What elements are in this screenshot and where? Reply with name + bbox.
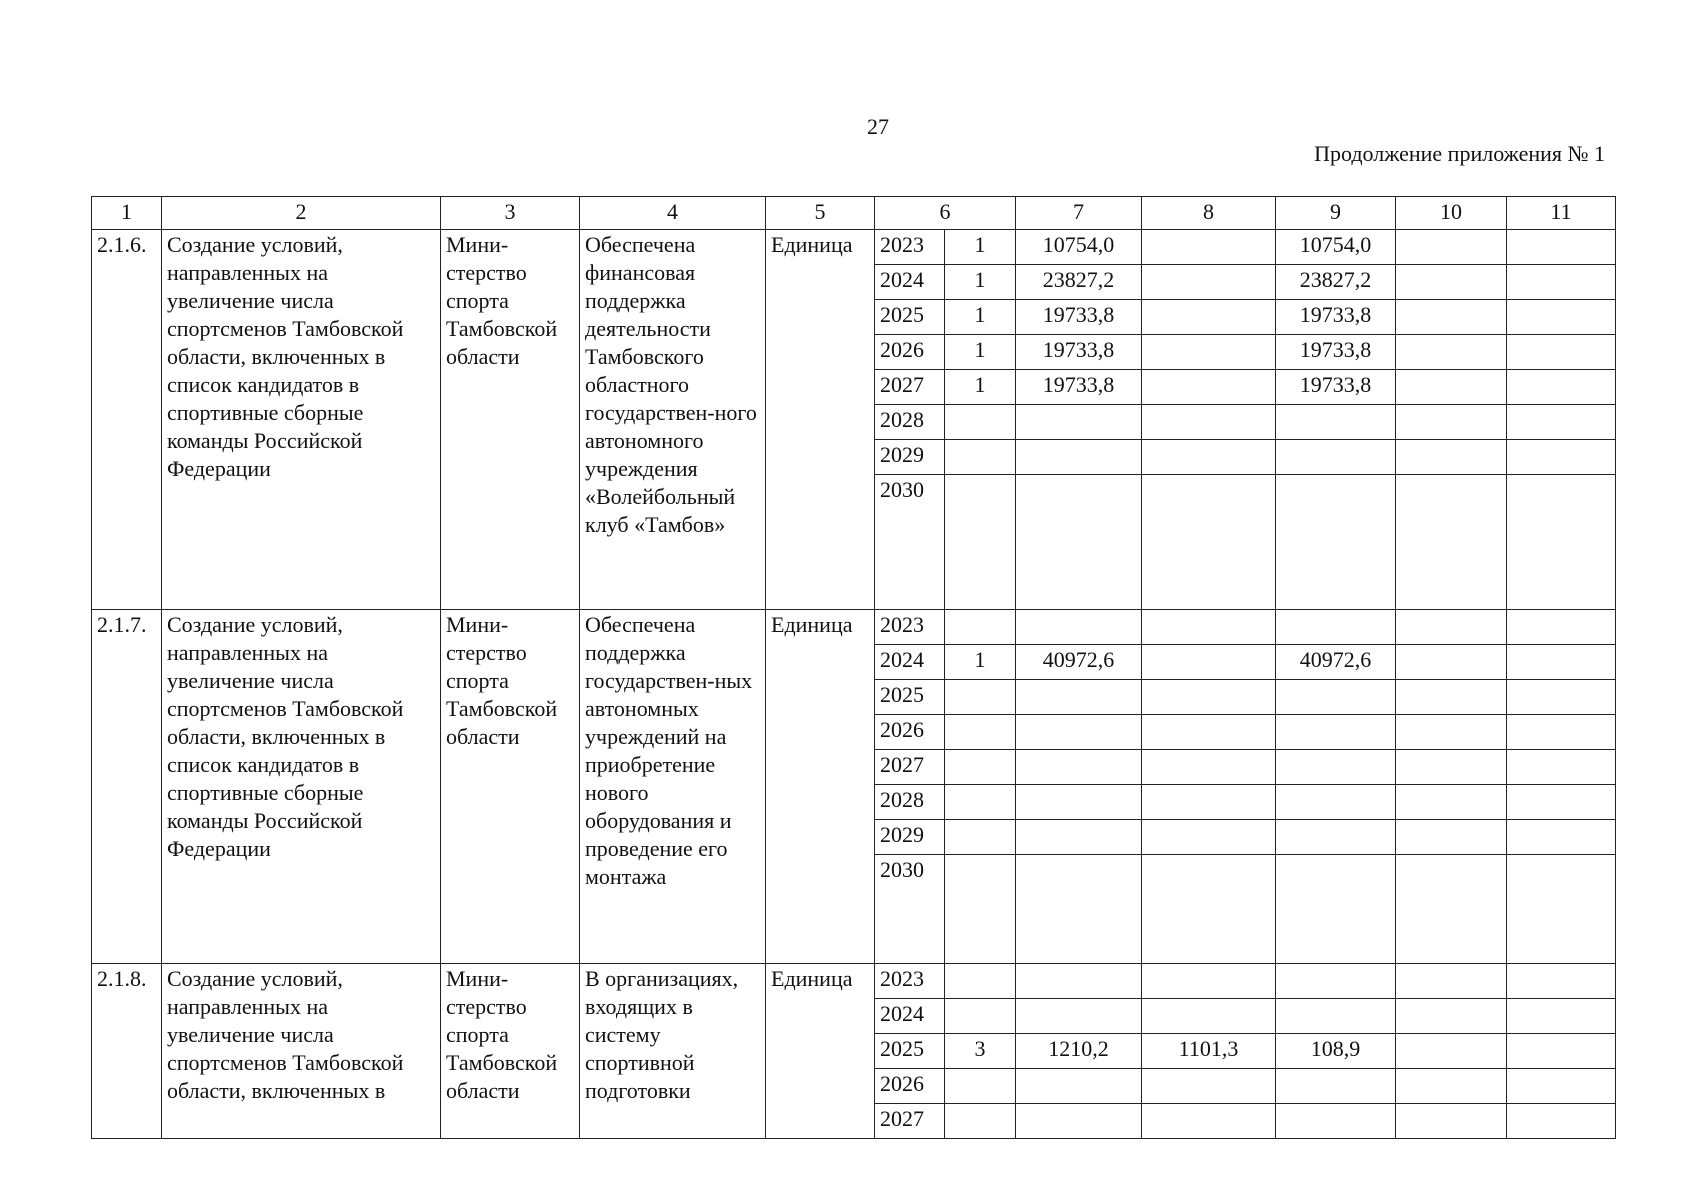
quantity-cell [945,440,1016,475]
item-executor: Мини-стерство спорта Тамбовской области [441,230,580,610]
other-sources-cell [1507,1034,1616,1069]
local-budget-cell [1396,680,1507,715]
total-cell [1016,820,1142,855]
local-budget-cell [1396,440,1507,475]
continuation-label: Продолжение приложения № 1 [1314,141,1605,166]
regional-budget-cell: 10754,0 [1276,230,1396,265]
local-budget-cell [1396,475,1507,610]
year-cell: 2026 [875,335,945,370]
regional-budget-cell [1276,405,1396,440]
regional-budget-cell [1276,610,1396,645]
regional-budget-cell: 19733,8 [1276,370,1396,405]
other-sources-cell [1507,300,1616,335]
federal-budget-cell [1142,300,1276,335]
federal-budget-cell [1142,335,1276,370]
federal-budget-cell [1142,680,1276,715]
local-budget-cell [1396,820,1507,855]
regional-budget-cell: 108,9 [1276,1034,1396,1069]
quantity-cell: 1 [945,370,1016,405]
year-cell: 2029 [875,820,945,855]
regional-budget-cell [1276,855,1396,964]
year-cell: 2023 [875,230,945,265]
federal-budget-cell [1142,370,1276,405]
year-cell: 2025 [875,1034,945,1069]
other-sources-cell [1507,265,1616,300]
local-budget-cell [1396,785,1507,820]
local-budget-cell [1396,1069,1507,1104]
year-cell: 2027 [875,370,945,405]
item-result: Обеспечена финансовая поддержка деятельности Тамбовского областного государствен-ного автономного учреждения «Волейбольный клуб «Тамбов» [580,230,766,610]
local-budget-cell [1396,335,1507,370]
quantity-cell [945,820,1016,855]
header-cell: 3 [441,197,580,230]
item-name: Создание условий, направленных на увеличение числа спортсменов Тамбовской области, включенных в [162,964,441,1139]
other-sources-cell [1507,230,1616,265]
total-cell: 19733,8 [1016,300,1142,335]
quantity-cell: 3 [945,1034,1016,1069]
quantity-cell [945,964,1016,999]
year-cell: 2024 [875,645,945,680]
federal-budget-cell [1142,1069,1276,1104]
federal-budget-cell [1142,964,1276,999]
year-cell: 2025 [875,680,945,715]
year-cell: 2023 [875,964,945,999]
header-cell: 9 [1276,197,1396,230]
federal-budget-cell [1142,1104,1276,1139]
regional-budget-cell [1276,1069,1396,1104]
total-cell [1016,680,1142,715]
federal-budget-cell [1142,610,1276,645]
year-row [92,610,1616,645]
item-name: Создание условий, направленных на увеличение числа спортсменов Тамбовской области, включенных в список кандидатов в спортивные сборные команды Российской Федерации [162,610,441,964]
year-cell: 2030 [875,855,945,964]
total-cell [1016,785,1142,820]
federal-budget-cell [1142,230,1276,265]
local-budget-cell [1396,715,1507,750]
regional-budget-cell [1276,440,1396,475]
year-cell: 2026 [875,1069,945,1104]
federal-budget-cell [1142,855,1276,964]
header-cell: 2 [162,197,441,230]
year-cell: 2028 [875,785,945,820]
header-cell: 8 [1142,197,1276,230]
quantity-cell: 1 [945,300,1016,335]
quantity-cell: 1 [945,645,1016,680]
year-cell: 2029 [875,440,945,475]
federal-budget-cell [1142,440,1276,475]
quantity-cell [945,475,1016,610]
quantity-cell [945,680,1016,715]
regional-budget-cell: 40972,6 [1276,645,1396,680]
federal-budget-cell [1142,645,1276,680]
item-name: Создание условий, направленных на увеличение числа спортсменов Тамбовской области, включенных в список кандидатов в спортивные сборные команды Российской Федерации [162,230,441,610]
local-budget-cell [1396,300,1507,335]
year-cell: 2026 [875,715,945,750]
year-cell: 2030 [875,475,945,610]
local-budget-cell [1396,230,1507,265]
total-cell [1016,855,1142,964]
item-unit: Единица [766,610,875,964]
total-cell [1016,610,1142,645]
other-sources-cell [1507,715,1616,750]
quantity-cell [945,750,1016,785]
other-sources-cell [1507,999,1616,1034]
total-cell: 10754,0 [1016,230,1142,265]
regional-budget-cell: 23827,2 [1276,265,1396,300]
total-cell: 23827,2 [1016,265,1142,300]
regional-budget-cell [1276,750,1396,785]
total-cell: 19733,8 [1016,335,1142,370]
item-code: 2.1.6. [92,230,162,610]
header-cell: 1 [92,197,162,230]
other-sources-cell [1507,964,1616,999]
local-budget-cell [1396,265,1507,300]
regional-budget-cell: 19733,8 [1276,300,1396,335]
other-sources-cell [1507,1069,1616,1104]
page-number: 27 [867,114,889,139]
year-cell: 2025 [875,300,945,335]
federal-budget-cell [1142,820,1276,855]
header-cell: 6 [875,197,1016,230]
other-sources-cell [1507,405,1616,440]
local-budget-cell [1396,370,1507,405]
federal-budget-cell [1142,475,1276,610]
local-budget-cell [1396,1034,1507,1069]
quantity-cell: 1 [945,265,1016,300]
year-row [92,230,1616,265]
federal-budget-cell [1142,715,1276,750]
other-sources-cell [1507,820,1616,855]
header-cell: 4 [580,197,766,230]
regional-budget-cell [1276,999,1396,1034]
quantity-cell [945,1069,1016,1104]
local-budget-cell [1396,964,1507,999]
total-cell: 40972,6 [1016,645,1142,680]
federal-budget-cell [1142,405,1276,440]
year-cell: 2027 [875,1104,945,1139]
year-cell: 2024 [875,999,945,1034]
regional-budget-cell [1276,680,1396,715]
total-cell [1016,715,1142,750]
header-cell: 11 [1507,197,1616,230]
item-unit: Единица [766,230,875,610]
regional-budget-cell: 19733,8 [1276,335,1396,370]
other-sources-cell [1507,750,1616,785]
year-cell: 2028 [875,405,945,440]
other-sources-cell [1507,855,1616,964]
regional-budget-cell [1276,964,1396,999]
local-budget-cell [1396,855,1507,964]
local-budget-cell [1396,1104,1507,1139]
total-cell [1016,1104,1142,1139]
other-sources-cell [1507,785,1616,820]
total-cell [1016,999,1142,1034]
quantity-cell [945,610,1016,645]
regional-budget-cell [1276,785,1396,820]
item-result: В организациях, входящих в систему спортивной подготовки [580,964,766,1139]
quantity-cell [945,715,1016,750]
year-cell: 2027 [875,750,945,785]
quantity-cell [945,999,1016,1034]
other-sources-cell [1507,1104,1616,1139]
local-budget-cell [1396,610,1507,645]
other-sources-cell [1507,610,1616,645]
item-code: 2.1.7. [92,610,162,964]
federal-budget-cell: 1101,3 [1142,1034,1276,1069]
other-sources-cell [1507,440,1616,475]
item-executor: Мини-стерство спорта Тамбовской области [441,610,580,964]
total-cell [1016,750,1142,785]
item-unit: Единица [766,964,875,1139]
item-code: 2.1.8. [92,964,162,1139]
year-cell: 2023 [875,610,945,645]
other-sources-cell [1507,335,1616,370]
program-table [91,196,1616,1139]
header-cell: 5 [766,197,875,230]
local-budget-cell [1396,405,1507,440]
other-sources-cell [1507,370,1616,405]
other-sources-cell [1507,680,1616,715]
total-cell [1016,964,1142,999]
quantity-cell [945,405,1016,440]
local-budget-cell [1396,750,1507,785]
regional-budget-cell [1276,475,1396,610]
regional-budget-cell [1276,715,1396,750]
federal-budget-cell [1142,785,1276,820]
federal-budget-cell [1142,999,1276,1034]
regional-budget-cell [1276,820,1396,855]
quantity-cell [945,1104,1016,1139]
regional-budget-cell [1276,1104,1396,1139]
quantity-cell [945,855,1016,964]
quantity-cell: 1 [945,230,1016,265]
total-cell [1016,440,1142,475]
total-cell [1016,1069,1142,1104]
local-budget-cell [1396,645,1507,680]
year-cell: 2024 [875,265,945,300]
quantity-cell [945,785,1016,820]
header-cell: 10 [1396,197,1507,230]
other-sources-cell [1507,475,1616,610]
federal-budget-cell [1142,750,1276,785]
federal-budget-cell [1142,265,1276,300]
total-cell: 19733,8 [1016,370,1142,405]
item-executor: Мини-стерство спорта Тамбовской области [441,964,580,1139]
header-row [92,197,1616,230]
total-cell: 1210,2 [1016,1034,1142,1069]
header-cell: 7 [1016,197,1142,230]
item-result: Обеспечена поддержка государствен-ных автономных учреждений на приобретение нового оборудования и проведение его монтажа [580,610,766,964]
total-cell [1016,475,1142,610]
year-row [92,964,1616,999]
quantity-cell: 1 [945,335,1016,370]
local-budget-cell [1396,999,1507,1034]
total-cell [1016,405,1142,440]
other-sources-cell [1507,645,1616,680]
